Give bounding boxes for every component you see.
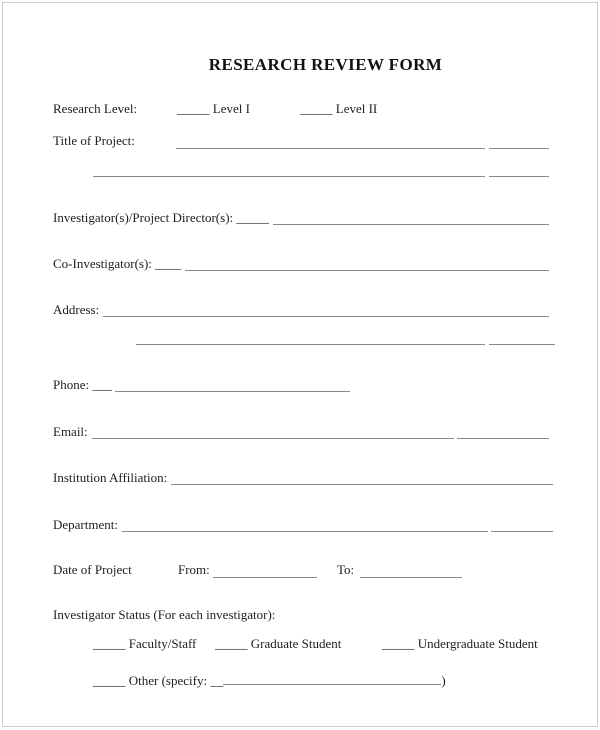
- date-of-project-label: Date of Project: [53, 562, 132, 577]
- investigators-blank[interactable]: [273, 210, 549, 225]
- research-level-label: Research Level:: [53, 101, 138, 116]
- address-label: Address:: [53, 302, 100, 317]
- department-blank-tail[interactable]: [491, 517, 553, 532]
- field-department: [53, 517, 553, 532]
- date-to-blank[interactable]: [360, 562, 462, 578]
- title-of-project-label: Title of Project:: [53, 133, 135, 148]
- title-of-project-blank-1[interactable]: [176, 133, 485, 149]
- phone-blank[interactable]: [115, 377, 350, 392]
- field-investigator-status: [53, 607, 598, 622]
- field-date-of-project: [53, 562, 598, 577]
- investigator-status-options: [53, 636, 598, 651]
- field-research-level: [53, 101, 598, 116]
- status-option-other-prefix: _____ Other (specify: __: [93, 673, 224, 688]
- status-option-faculty[interactable]: _____ Faculty/Staff: [93, 636, 197, 651]
- email-blank-tail[interactable]: [457, 424, 549, 439]
- address-blank-1[interactable]: [103, 302, 549, 317]
- investigator-status-label: Investigator Status (For each investigator):: [53, 607, 276, 622]
- status-option-other[interactable]: [93, 671, 446, 686]
- co-investigators-label: Co-Investigator(s): ____: [53, 256, 182, 271]
- other-specify-blank[interactable]: [223, 671, 441, 685]
- date-from-blank[interactable]: [213, 562, 317, 578]
- research-level-option-level2[interactable]: _____ Level II: [300, 101, 378, 116]
- title-of-project-blank-1-tail[interactable]: [489, 133, 549, 149]
- investigator-status-other-row: [53, 671, 598, 686]
- title-of-project-blank-2[interactable]: [93, 161, 485, 177]
- field-title-of-project: [53, 133, 598, 148]
- date-from-label: From:: [178, 562, 210, 577]
- field-phone: [53, 377, 350, 392]
- research-level-option-level1[interactable]: _____ Level I: [177, 101, 250, 116]
- field-address: [53, 302, 549, 317]
- field-co-investigators: [53, 256, 549, 271]
- email-blank[interactable]: [92, 424, 454, 439]
- field-email: [53, 424, 549, 439]
- address-blank-2-tail[interactable]: [489, 329, 555, 345]
- field-institution-affiliation: [53, 470, 553, 485]
- department-label: Department:: [53, 517, 118, 532]
- status-option-undergraduate[interactable]: _____ Undergraduate Student: [382, 636, 538, 651]
- institution-affiliation-blank[interactable]: [171, 470, 553, 485]
- field-title-of-project-line2: [53, 161, 598, 176]
- department-blank[interactable]: [122, 517, 488, 532]
- co-investigators-blank[interactable]: [185, 256, 549, 271]
- phone-label: Phone: ___: [53, 377, 112, 392]
- status-option-graduate[interactable]: _____ Graduate Student: [215, 636, 342, 651]
- form-title: RESEARCH REVIEW FORM: [208, 55, 443, 74]
- title-of-project-blank-2-tail[interactable]: [489, 161, 549, 177]
- institution-affiliation-label: Institution Affiliation:: [53, 470, 168, 485]
- field-investigators: [53, 210, 549, 225]
- status-option-other-suffix: ): [441, 673, 446, 688]
- address-blank-2[interactable]: [136, 329, 485, 345]
- investigators-label: Investigator(s)/Project Director(s): _____: [53, 210, 269, 225]
- date-to-label: To:: [337, 562, 355, 577]
- email-label: Email:: [53, 424, 88, 439]
- field-address-line2: [53, 329, 598, 344]
